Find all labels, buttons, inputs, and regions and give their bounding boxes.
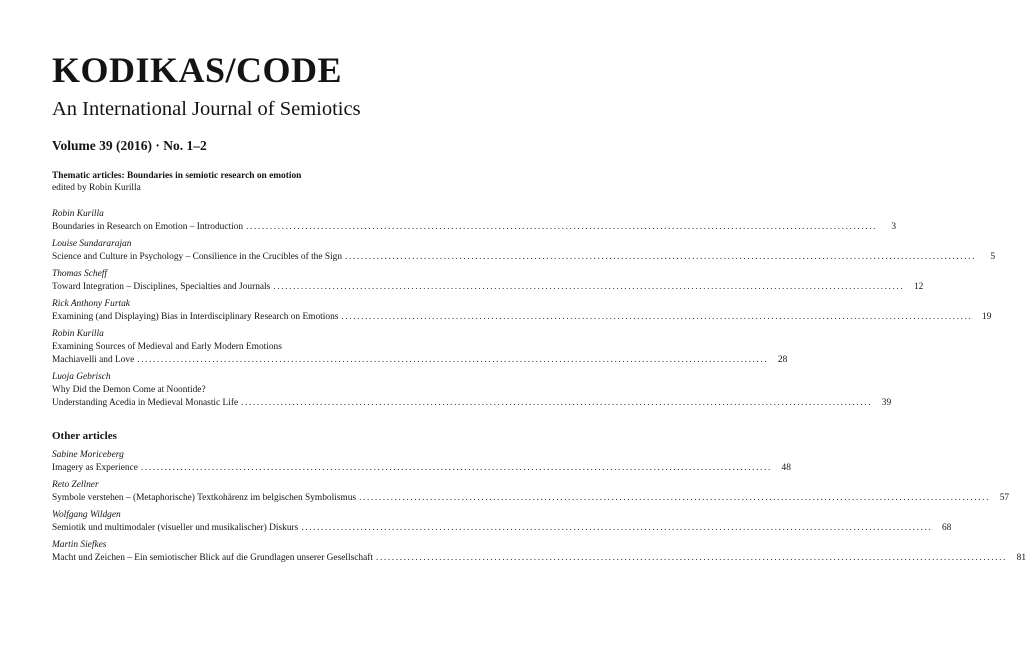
leader-dots: ................................................................................................................................................................ [345, 252, 977, 262]
toc-entry [52, 268, 924, 294]
entry-title-row [52, 522, 952, 535]
entry-title: Science and Culture in Psychology – Consilience in the Crucibles of the Sign [52, 252, 343, 262]
entry-author: Rick Anthony Furtak [52, 299, 130, 309]
leader-dots: ................................................................................................................................................................ [246, 222, 878, 232]
volume-info: Volume 39 (2016) · No. 1–2 [52, 138, 207, 153]
toc-entry [52, 509, 952, 535]
toc-entry [52, 539, 1026, 565]
journal-subtitle: An International Journal of Semiotics [52, 98, 361, 120]
entry-author: Martin Siefkes [52, 540, 107, 550]
entry-page-number: 57 [999, 493, 1010, 503]
entry-page-number: 81 [1016, 553, 1026, 563]
entry-title-row [52, 552, 1026, 565]
leader-dots: ................................................................................................................................................................ [241, 398, 873, 408]
toc-entry [52, 208, 897, 234]
entry-page-number: 39 [881, 398, 892, 408]
entry-title-line: Examining Sources of Medieval and Early Modern Emotions [52, 342, 282, 352]
entry-author: Wolfgang Wildgen [52, 510, 121, 520]
entry-title: Machiavelli and Love [52, 355, 135, 365]
leader-dots: ................................................................................................................................................................ [301, 523, 933, 533]
toc-entry [52, 479, 1010, 505]
thematic-heading: Thematic articles: Boundaries in semiotic research on emotion [52, 171, 302, 181]
leader-dots: ................................................................................................................................................................ [273, 282, 905, 292]
entry-title: Macht und Zeichen – Ein semiotischer Blick auf die Grundlagen unserer Gesellschaft [52, 553, 373, 563]
entry-author: Robin Kurilla [52, 329, 104, 339]
entry-title: Semiotik und multimodaler (visueller und musikalischer) Diskurs [52, 523, 299, 533]
entry-title-row [52, 281, 924, 294]
entry-title-row [52, 221, 897, 234]
entry-page-number: 3 [891, 222, 897, 232]
entry-title: Examining (and Displaying) Bias in Interdisciplinary Research on Emotions [52, 312, 339, 322]
entry-title: Toward Integration – Disciplines, Specialties and Journals [52, 282, 271, 292]
entry-author: Louise Sundararajan [52, 239, 132, 249]
entry-title-row [52, 354, 788, 367]
leader-dots: ................................................................................................................................................................ [376, 553, 1007, 563]
toc-entry [52, 328, 788, 367]
other-articles-heading: Other articles [52, 430, 117, 442]
toc-entry [52, 298, 992, 324]
toc-entry [52, 449, 791, 475]
entry-page-number: 48 [781, 463, 791, 473]
entry-title-row [52, 462, 791, 475]
entry-title: Imagery as Experience [52, 463, 138, 473]
entry-title-row [52, 311, 992, 324]
leader-dots: ................................................................................................................................................................ [359, 493, 991, 503]
entry-title-row [52, 397, 892, 410]
entry-title-row [52, 251, 996, 264]
entry-page-number: 68 [941, 523, 952, 533]
entry-page-number: 19 [982, 312, 992, 322]
toc-entry [52, 238, 996, 264]
entry-author: Sabine Moriceberg [52, 450, 124, 460]
entry-page-number: 28 [777, 355, 788, 365]
entry-author: Luoja Gebrisch [52, 372, 111, 382]
toc-entry [52, 371, 892, 410]
entry-author: Robin Kurilla [52, 209, 104, 219]
entry-title-line: Why Did the Demon Come at Noontide? [52, 385, 206, 395]
journal-title: KODIKAS/CODE [52, 50, 343, 90]
entry-title: Symbole verstehen – (Metaphorische) Textkohärenz im belgischen Symbolismus [52, 493, 357, 503]
entry-page-number: 5 [990, 252, 996, 262]
entry-title: Boundaries in Research on Emotion – Introduction [52, 222, 244, 232]
entry-author: Thomas Scheff [52, 269, 107, 279]
entry-page-number: 12 [913, 282, 924, 292]
leader-dots: ................................................................................................................................................................ [341, 312, 973, 322]
leader-dots: ................................................................................................................................................................ [137, 355, 769, 365]
leader-dots: ................................................................................................................................................................ [140, 463, 772, 473]
entry-author: Reto Zellner [52, 480, 99, 490]
entry-title: Understanding Acedia in Medieval Monastic Life [52, 398, 239, 408]
thematic-editor: edited by Robin Kurilla [52, 183, 141, 193]
entry-title-row [52, 492, 1010, 505]
